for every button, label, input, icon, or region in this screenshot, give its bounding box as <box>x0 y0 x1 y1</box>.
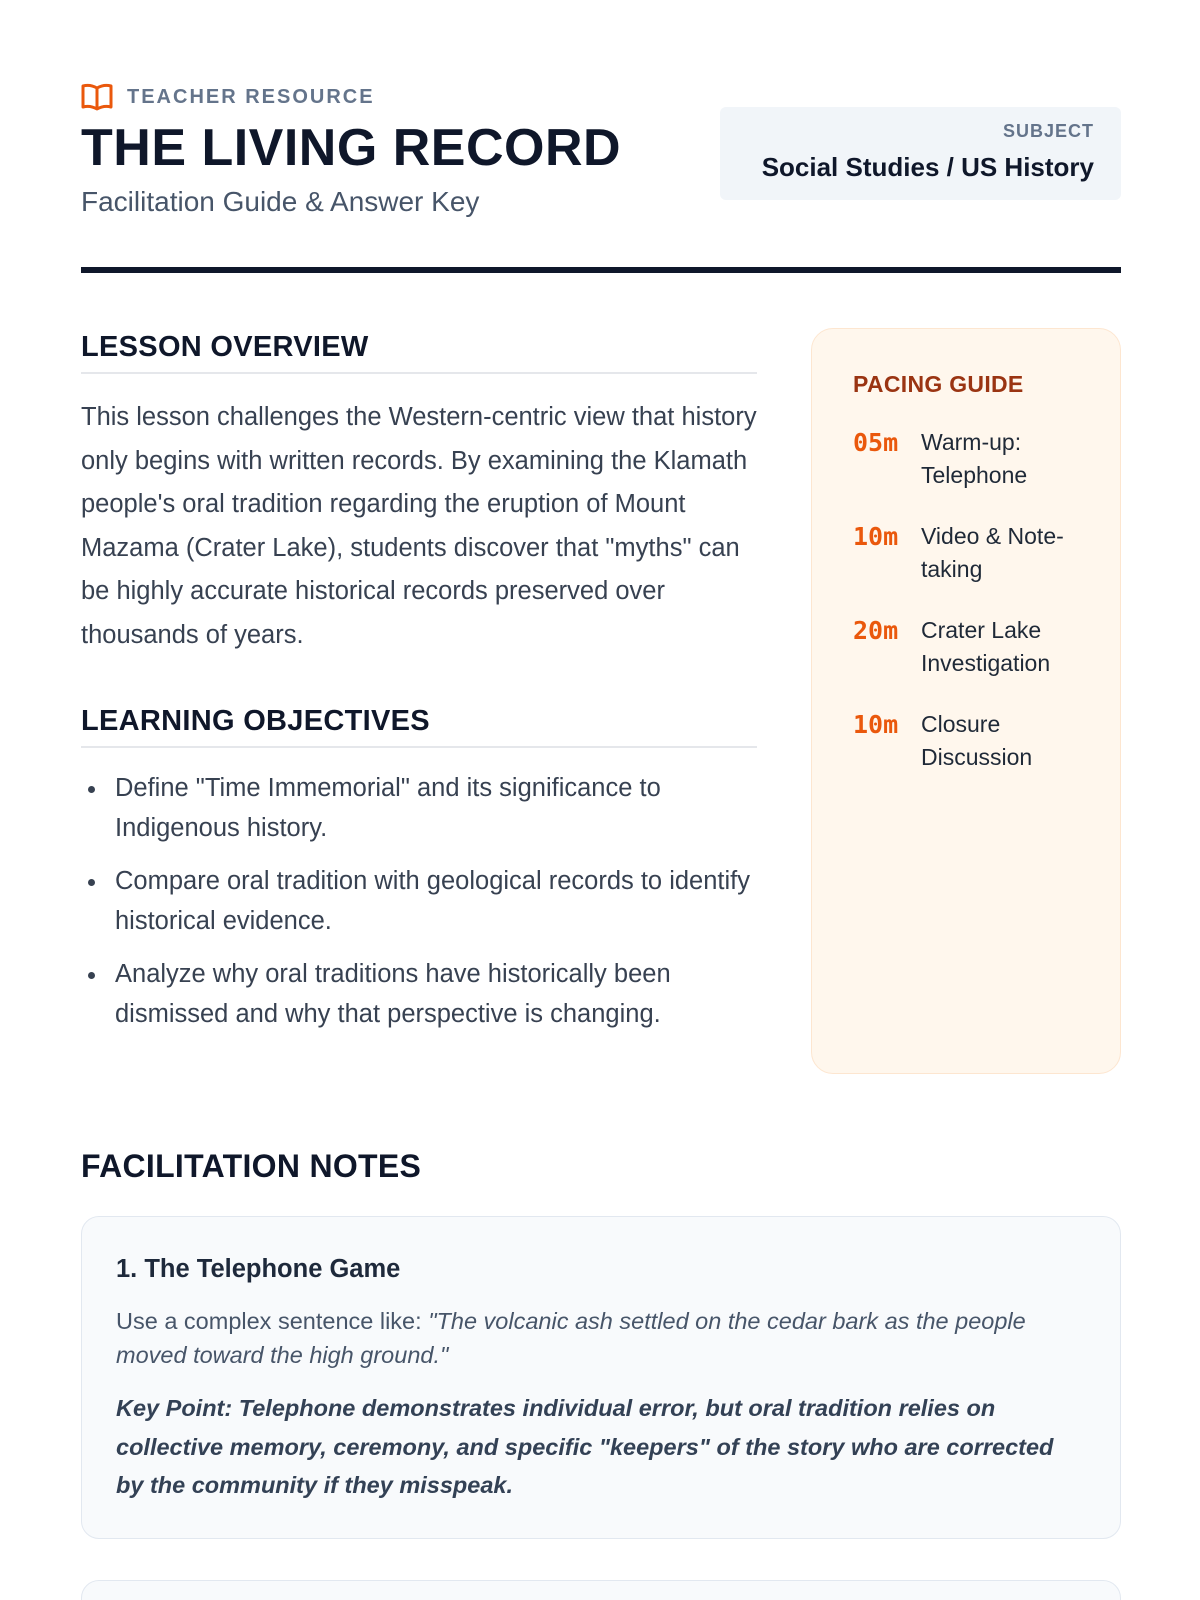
eyebrow-label: TEACHER RESOURCE <box>127 85 375 108</box>
subject-value: Social Studies / US History <box>761 152 1094 182</box>
note-key-point: Key Point: Telephone demonstrates individual error, but oral tradition relies on collective memory, ceremony, and specific "keepers" of the story who are corrected by the community if they misspeak. <box>116 1395 1054 1498</box>
pacing-time: 05m <box>853 428 899 457</box>
objectives-list <box>81 768 757 1034</box>
note-intro: Use a complex sentence like: <box>116 1308 422 1334</box>
note-text <box>116 1304 1086 1372</box>
subject-box <box>720 107 1121 200</box>
main-column <box>81 331 757 1047</box>
objective-item: Compare oral tradition with geological records to identify historical evidence. <box>81 861 757 941</box>
pacing-label: Warm-up: Telephone <box>921 429 1028 488</box>
header-divider <box>81 267 1121 273</box>
pacing-guide-card <box>811 328 1121 1074</box>
pacing-time: 10m <box>853 522 899 551</box>
pacing-time: 20m <box>853 616 899 645</box>
objective-item: Analyze why oral traditions have historically been dismissed and why that perspective is changing. <box>81 954 757 1034</box>
pacing-time: 10m <box>853 710 899 739</box>
lesson-guide-page <box>81 0 1121 1498</box>
facilitation-note-card <box>81 1216 1121 1539</box>
eyebrow <box>81 82 375 112</box>
pacing-item <box>853 520 1120 586</box>
note-quote: "The volcanic ash settled on the cedar bark as the people moved toward the high ground." <box>116 1308 1026 1368</box>
overview-heading: LESSON OVERVIEW <box>81 331 757 374</box>
facilitation-heading: FACILITATION NOTES <box>81 1148 422 1184</box>
pacing-item <box>853 426 1120 492</box>
objectives-heading: LEARNING OBJECTIVES <box>81 705 757 748</box>
note-title: 1. The Telephone Game <box>116 1255 401 1283</box>
page-subtitle: Facilitation Guide & Answer Key <box>81 186 480 217</box>
pacing-item <box>853 614 1120 680</box>
pacing-label: Video & Note-taking <box>921 523 1064 582</box>
overview-text: This lesson challenges the Western-centric view that history only begins with written records. By examining the Klamath people's oral tradition regarding the eruption of Mount Mazama (Crater Lake), students discover that "myths" can be highly accurate historical records preserved over thousands of years. <box>81 403 757 649</box>
pacing-heading: PACING GUIDE <box>853 371 1024 397</box>
pacing-item <box>853 708 1120 774</box>
book-open-icon <box>81 82 113 112</box>
facilitation-note-card-next <box>81 1580 1121 1600</box>
page-title: THE LIVING RECORD <box>81 119 622 177</box>
pacing-label: Closure Discussion <box>921 711 1033 770</box>
document-header <box>81 0 1121 275</box>
subject-label: SUBJECT <box>1002 121 1094 141</box>
pacing-label: Crater Lake Investigation <box>921 617 1051 676</box>
objective-item: Define "Time Immemorial" and its significance to Indigenous history. <box>81 768 757 848</box>
